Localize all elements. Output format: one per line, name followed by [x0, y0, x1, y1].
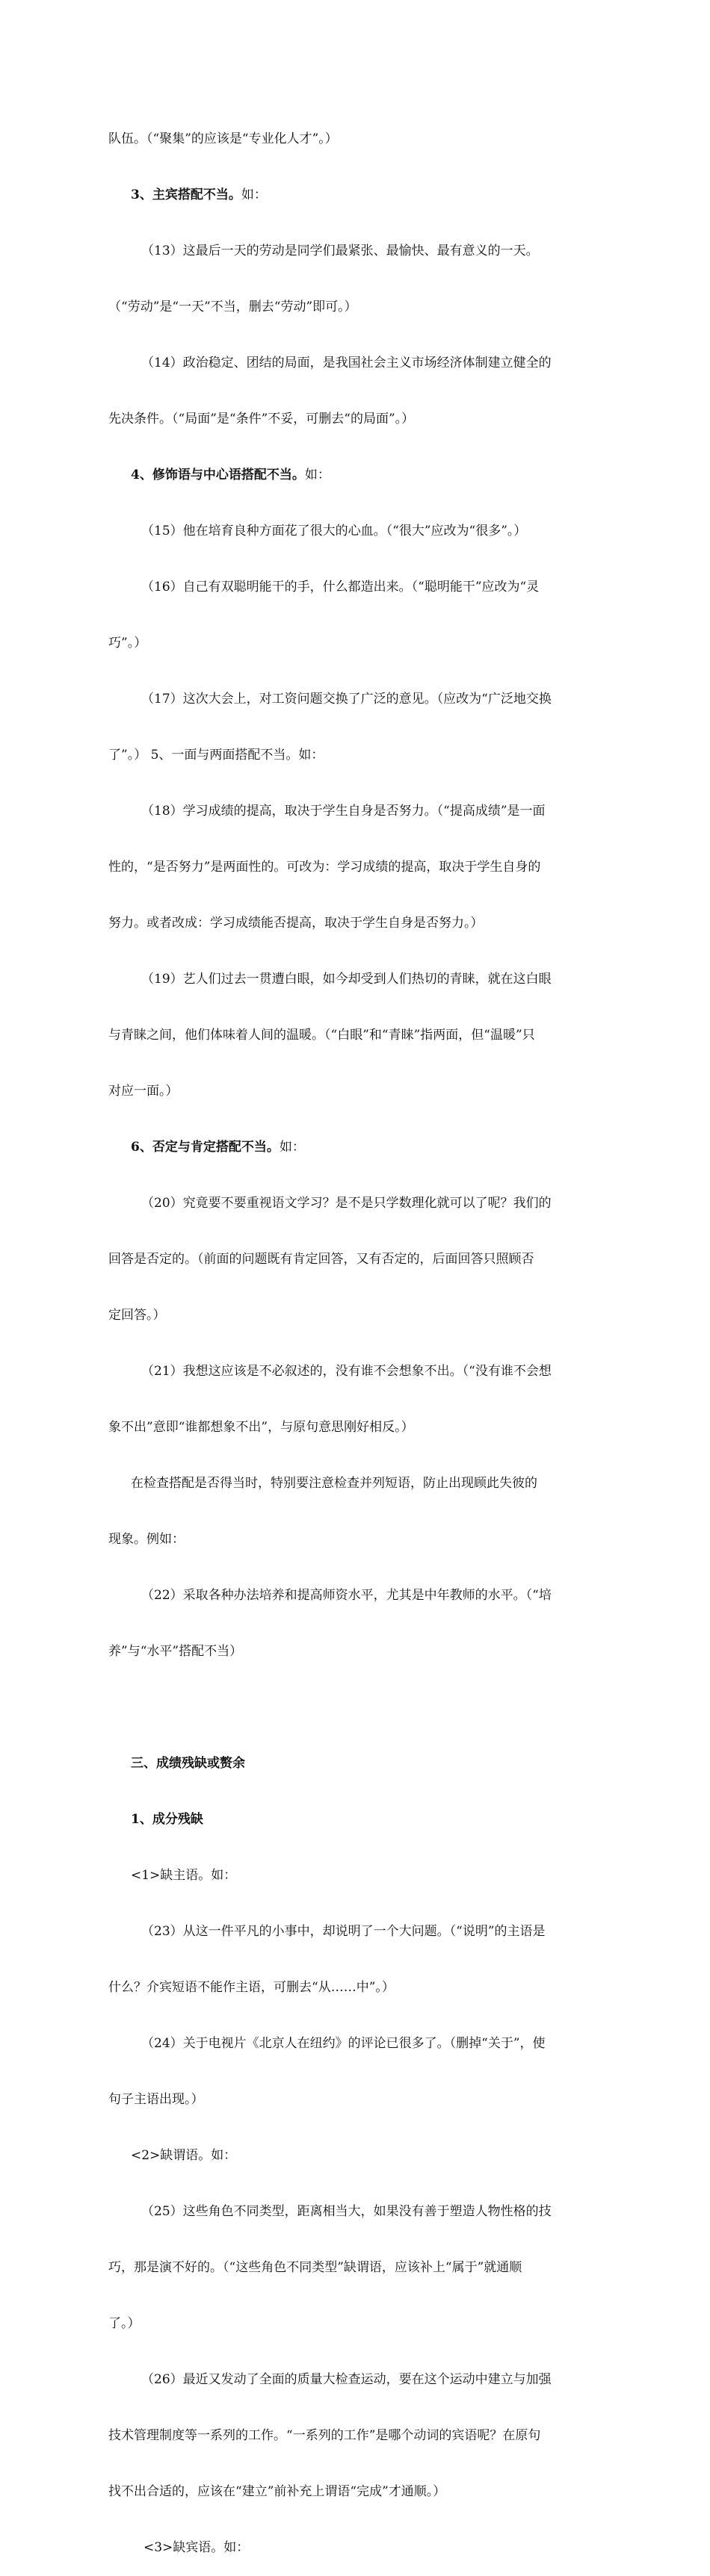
text-line: 队伍。（“聚集”的应该是“专业化人才”。）: [108, 131, 338, 146]
text-line: （21）我想这应该是不必叙述的，没有谁不会想象不出。（“没有谁不会想: [141, 1364, 552, 1379]
text-line: 技术管理制度等一系列的工作。“一系列的工作”是哪个动词的宾语呢？在原句: [108, 2428, 541, 2443]
text-line: （19）艺人们过去一贯遭白眼，如今却受到人们热切的青睐，就在这白眼: [141, 972, 552, 987]
blank-line: [108, 1698, 605, 1717]
text-line: 巧，那是演不好的。（“这些角色不同类型”缺谓语，应该补上“属于”就通顺: [108, 2260, 522, 2275]
text-line: <3>缺宾语。如：: [143, 2540, 250, 2555]
text-line: （16）自己有双聪明能干的手，什么都造出来。（“聪明能干”应改为“灵: [141, 580, 540, 595]
text-line: <1>缺主语。如：: [131, 1868, 237, 1883]
text-line: 努力。或者改成：学习成绩能否提高，取决于学生自身是否努力。）: [108, 916, 484, 931]
text-line: 找不出合适的，应该在“建立”前补充上谓语“完成”才通顺。）: [108, 2484, 446, 2499]
text-line: 现象。例如：: [108, 1532, 185, 1547]
text-line: 养”与“水平”搭配不当）: [108, 1644, 243, 1659]
text-line: （26）最近又发动了全面的质量大检查运动，要在这个运动中建立与加强: [141, 2372, 552, 2387]
text-line: 对应一面。）: [108, 1084, 179, 1099]
text-line: <2>缺谓语。如：: [131, 2148, 237, 2163]
text-line: 象不出”意即“谁都想象不出”，与原句意思刚好相反。）: [108, 1420, 414, 1435]
text-line: 回答是否定的。（前面的问题既有肯定回答，又有否定的，后面回答只照顾否: [108, 1252, 534, 1267]
text-line: 与青睐之间，他们体味着人间的温暖。（“白眼”和“青睐”指两面，但“温暖”只: [108, 1028, 535, 1043]
text-line: 什么？介宾短语不能作主语，可删去“从……中”。）: [108, 1980, 395, 1995]
document-page: [108, 93, 605, 2576]
text-line: （20）究竟要不要重视语文学习？是不是只学数理化就可以了呢？我们的: [141, 1196, 552, 1211]
text-line: （14）政治稳定、团结的局面，是我国社会主义市场经济体制建立健全的: [141, 356, 552, 370]
text-line: （24）关于电视片《北京人在纽约》的评论已很多了。（删掉“关于”，使: [141, 2036, 546, 2051]
chapter-heading: 三、成绩残缺或赘余: [131, 1756, 245, 1771]
text-line: （23）从这一件平凡的小事中，却说明了一个大问题。（“说明”的主语是: [141, 1924, 546, 1939]
text-line: 了”。） 5、一面与两面搭配不当。如：: [108, 748, 324, 763]
text-line: 在检查搭配是否得当时，特别要注意检查并列短语，防止出现顾此失彼的: [131, 1476, 537, 1491]
section-heading: 1、成分残缺: [131, 1812, 203, 1827]
text-line: （“劳动”是“一天”不当，删去“劳动”即可。）: [108, 300, 357, 314]
text-line: 巧”。）: [108, 636, 147, 651]
text-line: （25）这些角色不同类型，距离相当大，如果没有善于塑造人物性格的技: [141, 2204, 552, 2219]
text-line: 了。）: [108, 2316, 141, 2331]
text-line: （18）学习成绩的提高，取决于学生自身是否努力。（“提高成绩”是一面: [141, 804, 546, 819]
text-line: （17）这次大会上，对工资问题交换了广泛的意见。（应改为“广泛地交换: [141, 692, 552, 707]
text-line: （15）他在培育良种方面花了很大的心血。（“很大”应改为“很多”。）: [141, 524, 527, 539]
section-heading: 4、修饰语与中心语搭配不当。如：: [131, 468, 330, 482]
text-line: 性的，“是否努力”是两面性的。可改为：学习成绩的提高，取决于学生自身的: [108, 860, 541, 875]
section-heading: 3、主宾搭配不当。如：: [131, 187, 267, 202]
text-line: （22）采取各种办法培养和提高师资水平，尤其是中年教师的水平。（“培: [141, 1588, 552, 1603]
text-line: 定回答。）: [108, 1308, 166, 1323]
text-line: （13）这最后一天的劳动是同学们最紧张、最愉快、最有意义的一天。: [141, 243, 539, 258]
section-heading: 6、否定与肯定搭配不当。如：: [131, 1140, 305, 1155]
text-line: 句子主语出现。）: [108, 2092, 204, 2107]
text-line: 先决条件。（“局面”是“条件”不妥，可删去“的局面”。）: [108, 412, 415, 426]
